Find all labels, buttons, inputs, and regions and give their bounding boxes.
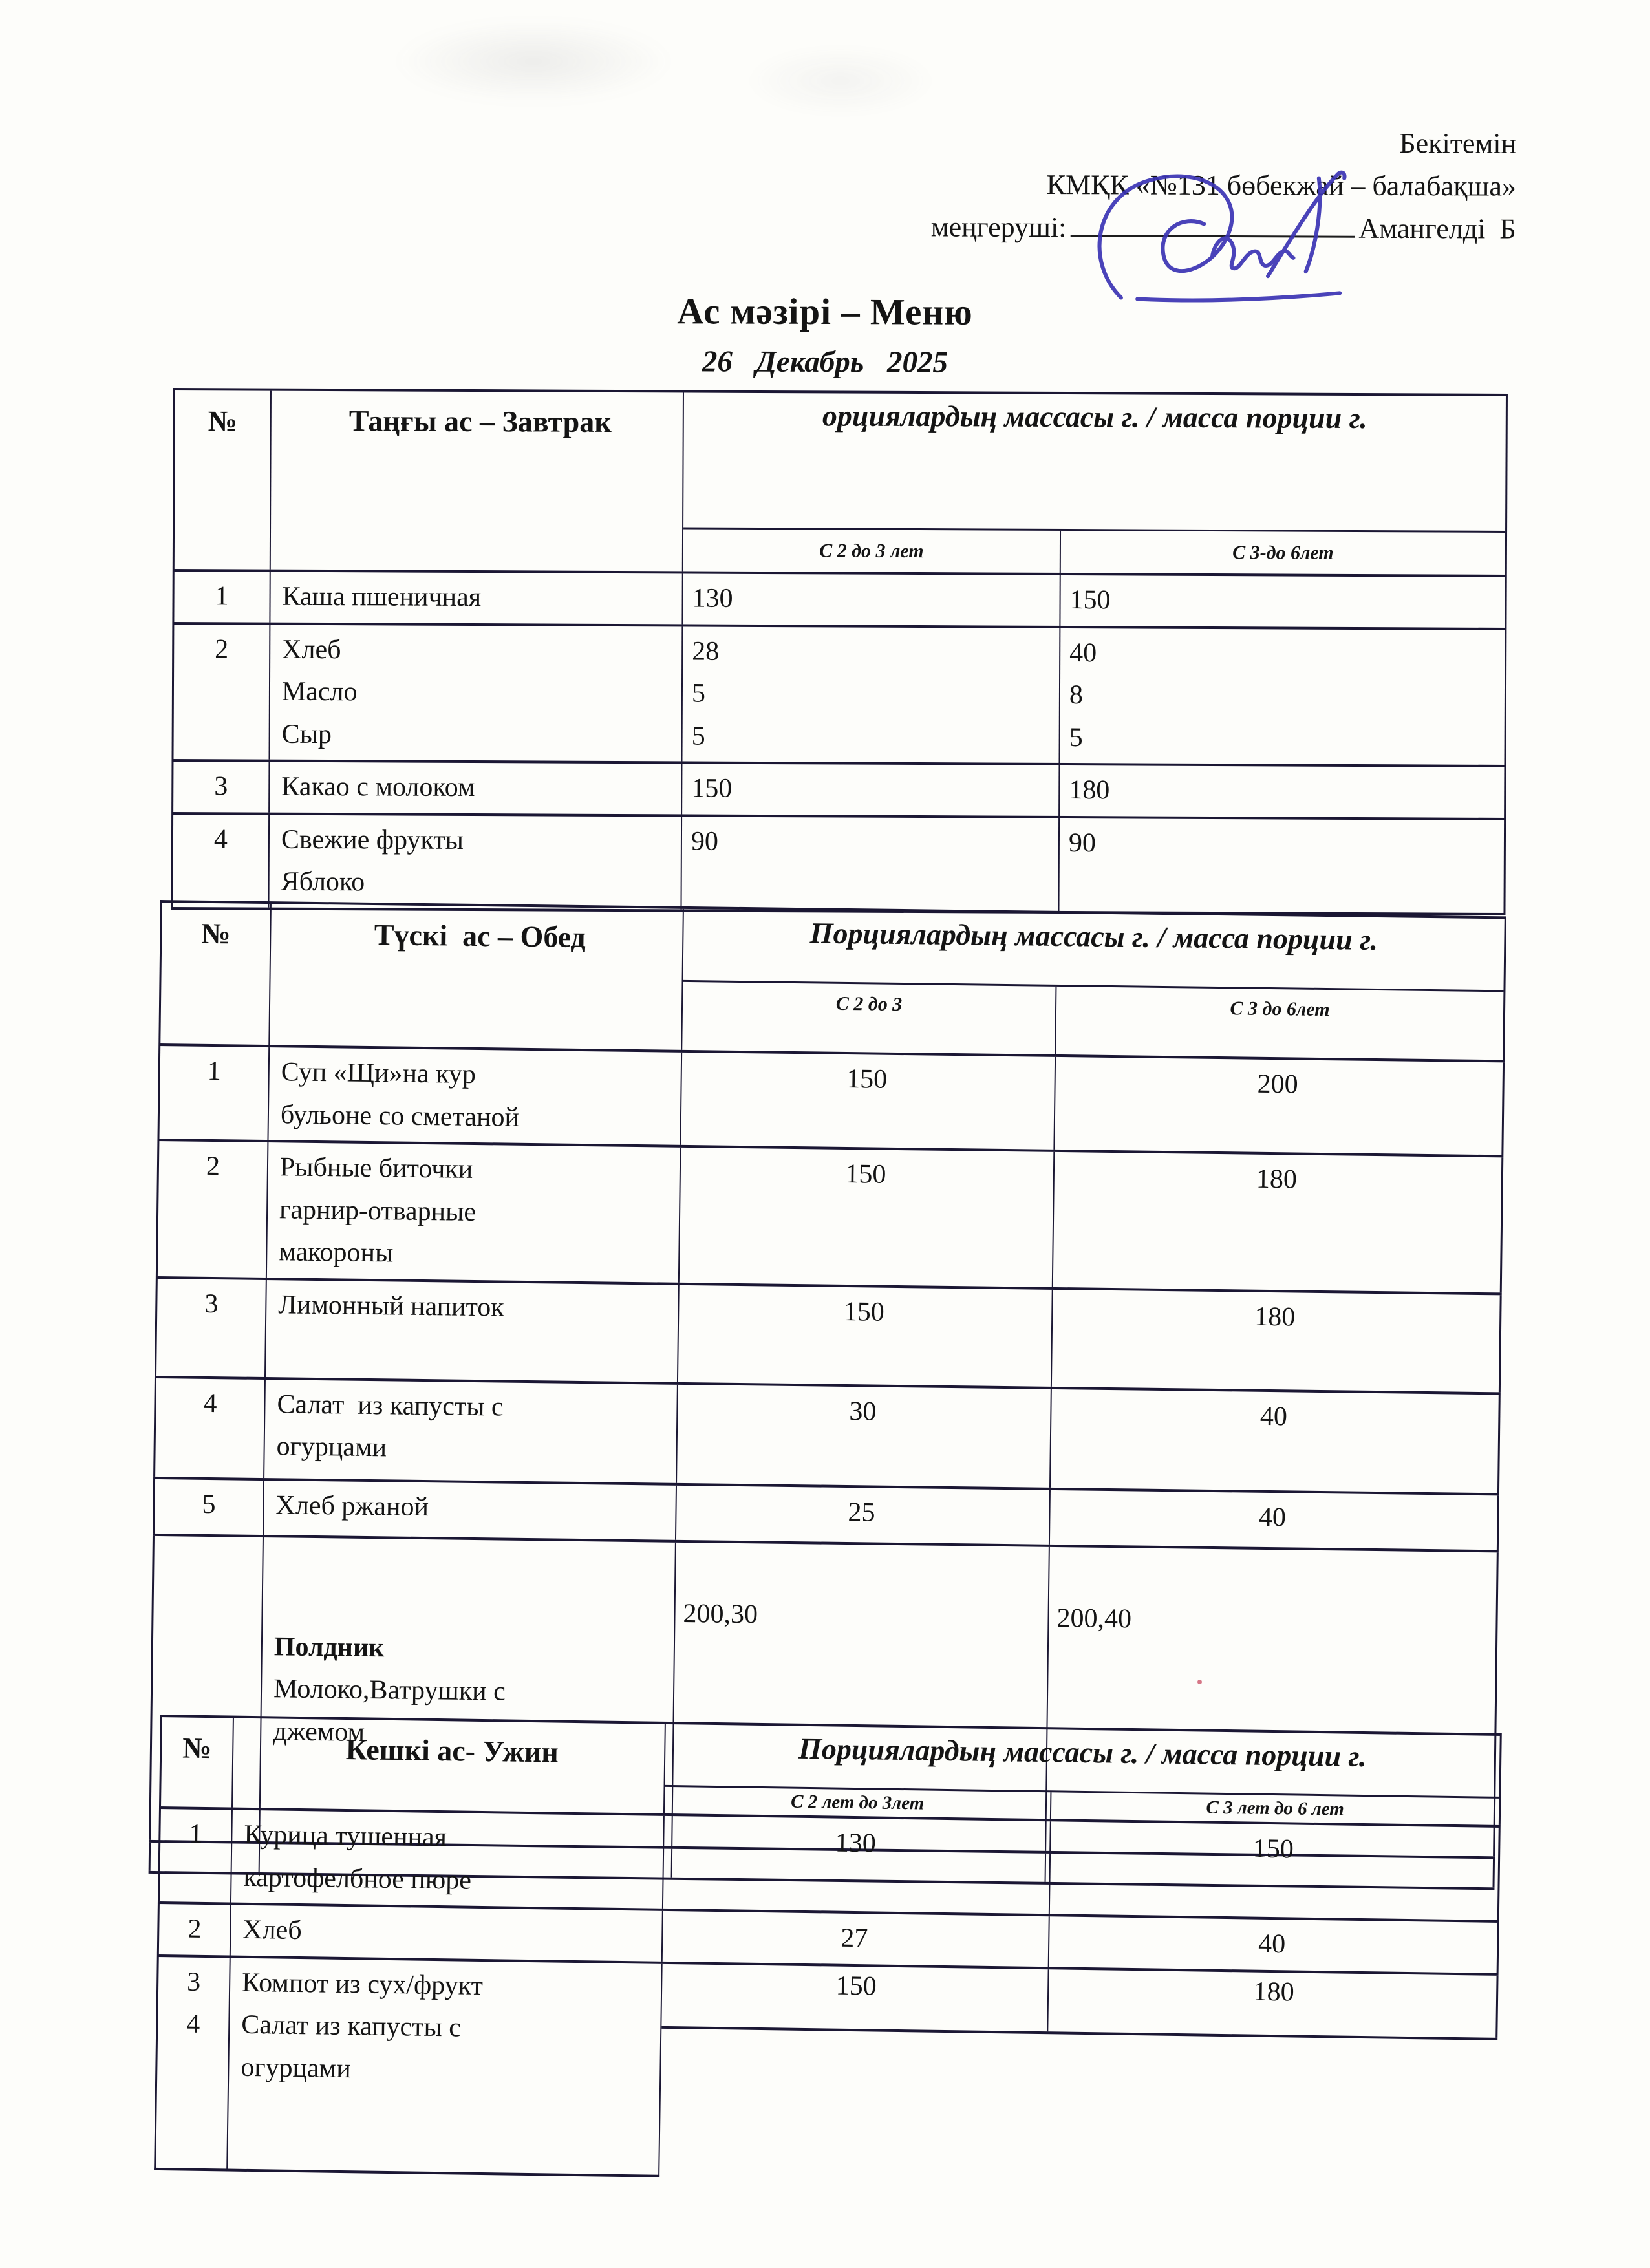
portion-mass-header: Порциялардың массасы г. / масса порции г. — [683, 909, 1505, 992]
dish-cell: Какао с молоком — [270, 762, 682, 814]
approval-line-2: КМҚК «№131 бөбекжай – балабақша» — [1046, 169, 1517, 202]
manager-label: меңгеруші: — [930, 211, 1067, 244]
portion-2-3-cell: 130 — [683, 573, 1060, 625]
portion-3-6-cell: 40 — [1051, 1389, 1501, 1492]
age-2-3-header: С 2 до 3 — [682, 982, 1056, 1054]
portion-2-3-cell: 150 — [681, 1053, 1056, 1150]
scan-smudge — [394, 19, 672, 103]
table-row — [171, 625, 1506, 768]
portion-3-6-cell: 150 — [1050, 1821, 1501, 1920]
portion-3-6-cell: 180 — [1048, 1969, 1498, 2038]
row-number-cell: 3 — [171, 762, 270, 812]
row-number-cell: 3 4 — [154, 1957, 231, 2172]
portion-2-3-cell: 150 — [680, 1148, 1055, 1287]
portion-3-6-cell: 180 — [1052, 1289, 1502, 1391]
table-row — [172, 572, 1506, 630]
meal-header-lunch: Түскі ас – Обед — [270, 904, 684, 1050]
portion-3-6-cell: 150 — [1060, 575, 1506, 628]
age-subheader-row — [682, 982, 1503, 1060]
poldnik-label: Полдник — [273, 1631, 385, 1663]
num-header: № — [159, 1717, 234, 1808]
meal-header-breakfast: Таңғы ас – Завтрак — [271, 391, 684, 572]
table-row — [155, 1279, 1502, 1395]
portion-mass-header: Порциялардың массасы г. / масса порции г. — [665, 1724, 1500, 1799]
meal-header-dinner: Кешкі ас- Ужин — [233, 1718, 666, 1813]
table-row — [158, 1809, 1501, 1923]
manager-name: Амангелді Б — [1358, 212, 1516, 245]
page-title: Ас мәзірі – Меню — [677, 291, 973, 333]
dish-cell: Каша пшеничная — [270, 572, 683, 624]
row-number-cell: 4 — [153, 1378, 266, 1478]
portion-2-3-cell: 130 — [663, 1816, 1051, 1914]
dish-cell: Салат из капусты с огурцами — [264, 1380, 678, 1483]
portion-2-3-cell: 150 — [682, 764, 1060, 816]
table-row — [171, 762, 1506, 820]
portion-3-6-cell: 180 — [1053, 1152, 1503, 1292]
portion-2-3-cell: 30 — [677, 1384, 1052, 1487]
portion-2-3-cell: 200,30 — [672, 1542, 1050, 1851]
age-3-6-header: С 3 до 6лет — [1230, 998, 1330, 1021]
dish-cell: Лимонный напиток — [266, 1280, 680, 1382]
dish-cell: Суп «Щи»на кур бульоне со сметаной — [268, 1047, 682, 1145]
num-header: № — [173, 390, 272, 570]
value-column-stub — [659, 1963, 1498, 2188]
age-2-3-header: С 2 лет до 3лет — [665, 1787, 1052, 1819]
poldnik-dish: Молоко,Ватрушки с джемом — [273, 1674, 506, 1748]
dish-cell: Хлеб Масло Сыр — [270, 625, 683, 761]
row-number-cell: 4 — [171, 815, 270, 908]
portion-3-6-cell: 200 — [1055, 1057, 1505, 1155]
dish-cell: Курица тушенная картофелбное пюре — [231, 1810, 665, 1909]
dish-cell: Рыбные биточки гарнир-отварные макороны — [267, 1142, 681, 1282]
portion-3-6-cell: 40 — [1050, 1490, 1499, 1549]
portion-header-group — [682, 909, 1506, 1060]
breakfast-header-row — [173, 388, 1508, 577]
row-number-cell: 1 — [172, 572, 270, 622]
approval-line-1: Бекітемін — [1399, 127, 1517, 160]
row-number-cell: 1 — [158, 1809, 233, 1903]
portion-3-6-cell: 90 — [1059, 818, 1506, 913]
num-header: № — [158, 903, 272, 1045]
row-number-cell: 1 — [157, 1046, 270, 1140]
portion-2-3-cell: 27 — [663, 1911, 1050, 1967]
portion-header-group — [683, 392, 1508, 575]
portion-mass-header: орциялардың массасы г. / масса порции г. — [683, 392, 1506, 533]
dish-cell: Хлеб — [231, 1905, 663, 1962]
dish-cell: Компот из сух/фрукт Салат из капусты с огурцами — [228, 1958, 663, 2177]
portion-header-group — [665, 1724, 1502, 1825]
dish-cell: Хлеб ржаной — [264, 1481, 677, 1540]
dish-cell: Свежие фрукты Яблоко — [269, 815, 682, 909]
age-2-3-header: С 2 до 3 лет — [683, 529, 1061, 573]
row-number-cell: 2 — [157, 1904, 231, 1955]
portion-3-6-cell: 200,40 — [1046, 1546, 1499, 1856]
portion-2-3-cell: 25 — [676, 1485, 1051, 1544]
row-number-cell: 2 — [156, 1141, 269, 1278]
row-number-cell: 2 — [171, 625, 270, 760]
table-row-irregular — [154, 1957, 1498, 2189]
lunch-header-row — [158, 900, 1506, 1062]
row-number-cell: 3 — [155, 1279, 267, 1377]
portion-3-6-cell: 40 — [1049, 1916, 1499, 1973]
table-row — [157, 1046, 1505, 1157]
value-row — [661, 1963, 1498, 2040]
dinner-table — [154, 1715, 1502, 2188]
portion-2-3-cell: 150 — [678, 1285, 1053, 1386]
table-row — [156, 1141, 1503, 1295]
signature-ink — [1059, 163, 1398, 305]
dinner-header-row — [159, 1715, 1502, 1828]
breakfast-table — [171, 388, 1508, 915]
portion-3-6-cell: 180 — [1060, 765, 1506, 818]
table-row — [153, 1378, 1501, 1495]
menu-date: 26 Декабрь 2025 — [702, 345, 948, 380]
row-number-cell: 5 — [153, 1479, 264, 1535]
age-3-6-header: С 3 лет до 6 лет — [1206, 1797, 1345, 1820]
portion-3-6-cell: 40 8 5 — [1060, 628, 1506, 765]
age-3-6-header: С 3-до 6лет — [1232, 542, 1334, 564]
portion-2-3-cell: 150 — [661, 1963, 1049, 2031]
portion-2-3-cell: 90 — [681, 817, 1060, 911]
table-row — [171, 815, 1506, 915]
portion-2-3-cell: 28 5 5 — [682, 626, 1060, 763]
scan-smudge — [744, 45, 938, 116]
age-subheader-row — [683, 529, 1505, 575]
